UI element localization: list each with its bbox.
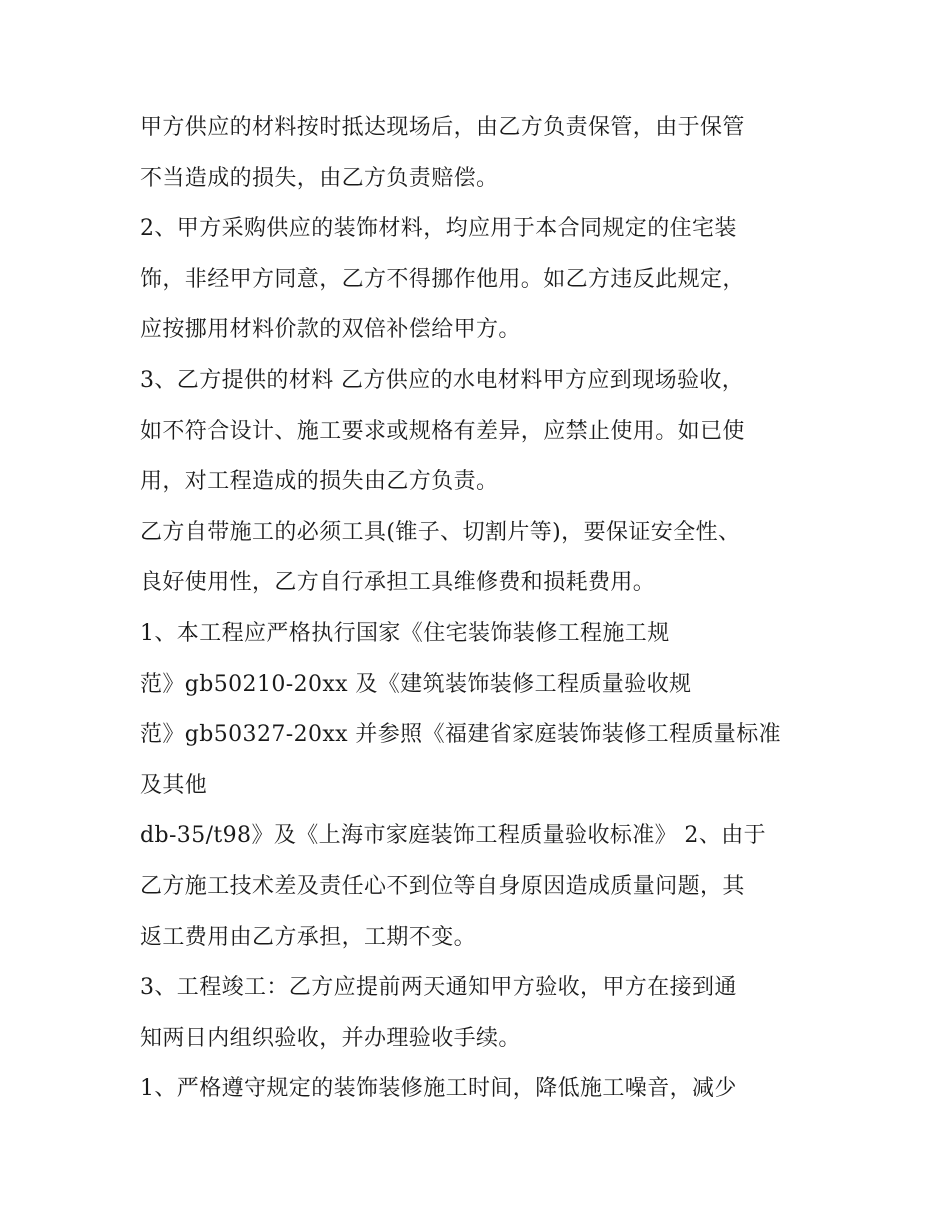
text-line: 1、严格遵守规定的装饰装修施工时间，降低施工噪音，减少 [140,1076,737,1102]
text-line: 范》gb50210-20xx 及《建筑装饰装修工程质量验收规 [140,671,692,697]
text-line: 甲方供应的材料按时抵达现场后，由乙方负责保管，由于保管 [140,115,745,140]
text-line: 如不符合设计、施工要求或规格有差异，应禁止使用。如已使 [140,418,745,444]
text-line: 乙方施工技术差及责任心不到位等自身原因造成质量问题，其 [140,873,745,899]
text-line: 3、乙方提供的材料 乙方供应的水电材料甲方应到现场验收， [140,367,745,393]
text-line: 3、工程竣工：乙方应提前两天通知甲方验收，甲方在接到通 [140,975,737,1001]
document-body [140,103,830,1115]
text-line: db-35/t98》及《上海市家庭装饰工程质量验收标准》 2、由于 [140,823,767,849]
text-line: 饰，非经甲方同意，乙方不得挪作他用。如乙方违反此规定， [140,266,745,292]
text-line: 良好使用性，乙方自行承担工具维修费和损耗费用。 [140,570,656,596]
text-line: 用，对工程造成的损失由乙方负责。 [140,469,499,495]
text-line: 知两日内组织验收，并办理验收手续。 [140,1025,521,1051]
text-line: 2、甲方采购供应的装饰材料，均应用于本合同规定的住宅装 [140,216,737,242]
text-line: 范》gb50327-20xx 并参照《福建省家庭装饰装修工程质量标准 [140,722,781,748]
text-line: 及其他 [140,772,208,798]
text-line: 乙方自带施工的必须工具(锥子、切割片等)，要保证安全性、 [140,519,741,545]
text-line: 不当造成的损失，由乙方负责赔偿。 [140,165,499,191]
text-line: 返工费用由乙方承担，工期不变。 [140,924,477,950]
text-line: 应按挪用材料价款的双倍补偿给甲方。 [140,317,521,343]
text-line: 1、本工程应严格执行国家《住宅装饰装修工程施工规 [140,620,670,646]
